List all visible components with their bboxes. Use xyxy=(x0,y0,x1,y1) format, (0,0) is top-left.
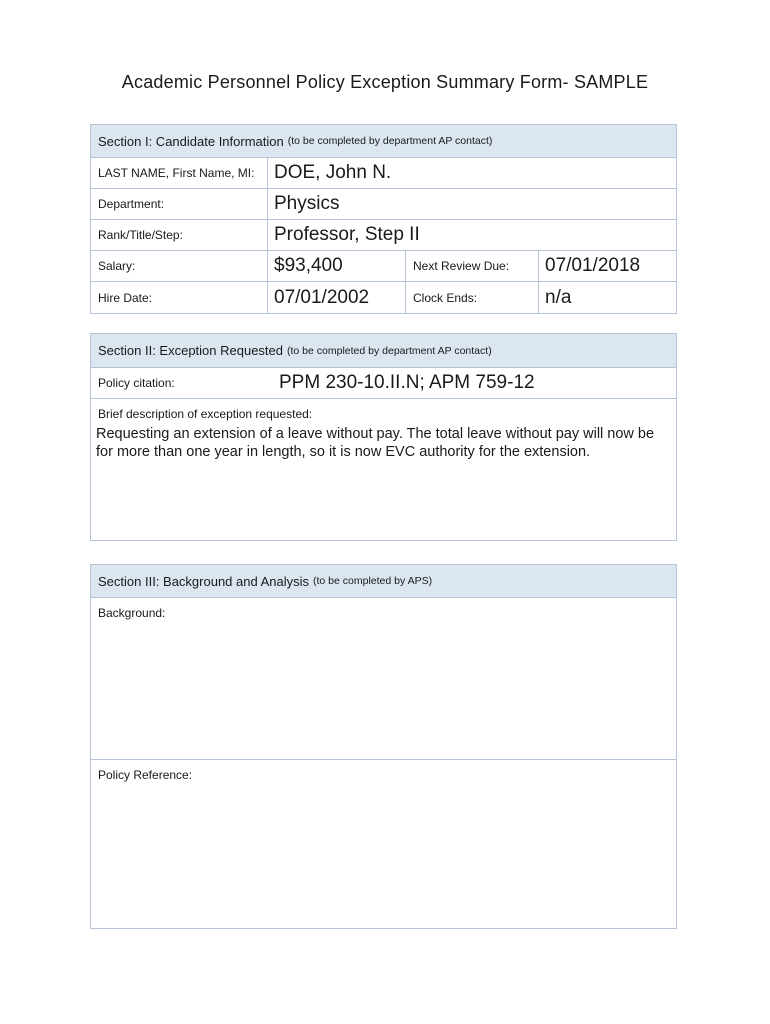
section-note: (to be completed by APS) xyxy=(313,575,433,587)
section-candidate-information xyxy=(90,124,677,314)
department-label: Department: xyxy=(91,189,268,219)
name-label: LAST NAME, First Name, MI: xyxy=(91,158,268,188)
section-header xyxy=(91,125,676,158)
hire-row xyxy=(91,282,676,313)
department-row xyxy=(91,189,676,220)
brief-description-label: Brief description of exception requested: xyxy=(98,407,313,421)
rank-row xyxy=(91,220,676,251)
next-review-label: Next Review Due: xyxy=(406,251,539,281)
department-field[interactable]: Physics xyxy=(274,193,340,214)
rank-label: Rank/Title/Step: xyxy=(91,220,268,250)
brief-description-text[interactable]: Requesting an extension of a leave without pay. The total leave without pay will now be for more than one year in length, so it is now EVC authority for the extension. xyxy=(96,426,655,460)
section-heading: Section III: Background and Analysis xyxy=(98,573,310,589)
salary-field[interactable]: $93,400 xyxy=(268,251,406,281)
section-note: (to be completed by department AP contact) xyxy=(287,135,493,147)
section-heading: Section I: Candidate Information xyxy=(98,133,284,149)
policy-reference-label: Policy Reference: xyxy=(98,768,193,782)
rank-field[interactable]: Professor, Step II xyxy=(274,224,420,245)
policy-citation-label: Policy citation: xyxy=(98,376,175,390)
section-note: (to be completed by department AP contact) xyxy=(287,344,492,357)
name-field[interactable]: DOE, John N. xyxy=(274,162,392,183)
salary-row xyxy=(91,251,676,282)
section-heading: Section II: Exception Requested xyxy=(98,343,284,358)
policy-citation-field[interactable]: PPM 230-10.II.N; APM 759-12 xyxy=(279,372,535,393)
section-header xyxy=(91,334,676,368)
policy-reference-area[interactable] xyxy=(91,760,676,928)
background-area[interactable] xyxy=(91,598,676,760)
section-background-analysis xyxy=(90,564,677,929)
clock-ends-field[interactable]: n/a xyxy=(545,286,572,308)
hire-date-label: Hire Date: xyxy=(91,282,268,313)
hire-date-field[interactable]: 07/01/2002 xyxy=(268,282,406,313)
policy-citation-row xyxy=(91,368,676,399)
section-header xyxy=(91,565,676,598)
salary-label: Salary: xyxy=(91,251,268,281)
clock-ends-label: Clock Ends: xyxy=(406,282,539,313)
background-label: Background: xyxy=(98,606,166,620)
page-title: Academic Personnel Policy Exception Summary Form- SAMPLE xyxy=(121,72,649,92)
section-exception-requested xyxy=(90,333,677,541)
brief-description-area[interactable] xyxy=(91,399,676,461)
next-review-field[interactable]: 07/01/2018 xyxy=(545,255,641,276)
name-row xyxy=(91,158,676,189)
